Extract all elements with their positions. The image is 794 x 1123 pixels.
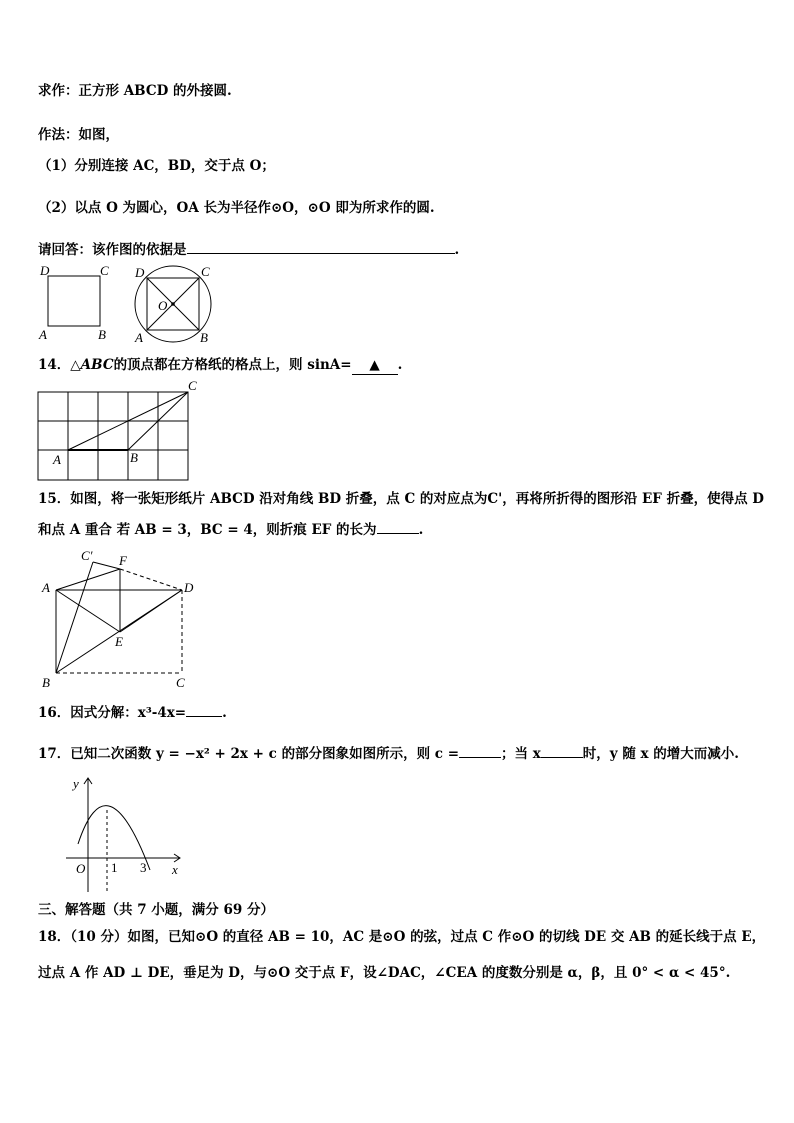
origin-label: O [76, 861, 86, 876]
answer-blank-x[interactable] [541, 745, 583, 758]
q15-line2: 和点 A 重合 若 AB = 3，BC = 4，则折痕 EF 的长为 . [38, 522, 424, 538]
label-a: A [53, 452, 61, 467]
q13-question: 请回答：该作图的依据是 . [38, 242, 460, 258]
q14-grid-figure [36, 380, 206, 485]
q16-text: 16．因式分解：x³-4x= . [38, 705, 227, 721]
label-c: C [188, 378, 197, 393]
square2-label-o: O [158, 298, 168, 313]
q13-step2: （2）以点 O 为圆心，OA 长为半径作⊙O，⊙O 即为所求作的圆. [38, 200, 435, 216]
answer-blank[interactable] [352, 356, 398, 375]
answer-blank[interactable] [377, 521, 419, 534]
triangle-marker: ▲ [369, 357, 380, 373]
q13-seek: 求作：正方形 ABCD 的外接圆. [38, 83, 232, 99]
axis-label-x: x [172, 862, 178, 877]
q17-text: 17．已知二次函数 y = −x² + 2x + c 的部分图象如图所示，则 c = ；当 x 时，y 随 x 的增大而减小. [38, 746, 739, 762]
square2-label-a: A [135, 330, 143, 345]
q17-parabola-figure [60, 772, 200, 897]
label-e: E [115, 634, 123, 649]
q15-fold-figure [36, 545, 206, 693]
answer-blank-c[interactable] [459, 745, 501, 758]
q13-step1: （1）分别连接 AC，BD，交于点 O； [38, 158, 275, 174]
square2-label-b: B [200, 330, 208, 345]
square1-label-b: B [98, 327, 106, 342]
q15-line1: 15．如图，将一张矩形纸片 ABCD 沿对角线 BD 折叠，点 C 的对应点为C'，再将所折得的图形沿 EF 折叠，使得点 D [38, 491, 764, 507]
q13-figure [36, 262, 226, 346]
label-d: D [184, 580, 194, 595]
label-b: B [130, 450, 138, 465]
axis-label-y: y [73, 776, 79, 791]
q14-text: 14．△ABC的顶点都在方格纸的格点上，则 sinA= ▲ . [38, 357, 403, 373]
square2-label-c: C [201, 264, 210, 279]
label-b: B [42, 675, 50, 690]
label-f: F [119, 553, 127, 568]
q18-line1: 18．（10 分）如图，已知⊙O 的直径 AB = 10，AC 是⊙O 的弦，过点 C 作⊙O 的切线 DE 交 AB 的延长线于点 E， [38, 929, 766, 945]
q18-line2: 过点 A 作 AD ⊥ DE，垂足为 D，与⊙O 交于点 F，设∠DAC，∠CEA 的度数分别是 α，β，且 0° < α < 45°. [38, 965, 731, 981]
label-c: C [176, 675, 185, 690]
label-c-prime: C′ [81, 548, 93, 563]
answer-blank[interactable] [187, 241, 455, 254]
square1-label-c: C [100, 263, 109, 278]
answer-blank[interactable] [186, 704, 222, 717]
square2-label-d: D [135, 265, 145, 280]
section-title: 三、解答题（共 7 小题，满分 69 分） [38, 902, 274, 918]
square1-label-a: A [39, 327, 47, 342]
label-a: A [42, 580, 50, 595]
tick-label-1: 1 [111, 860, 118, 875]
q13-method: 作法：如图， [38, 127, 119, 143]
tick-label-3: 3 [140, 860, 147, 875]
square1-label-d: D [40, 263, 50, 278]
